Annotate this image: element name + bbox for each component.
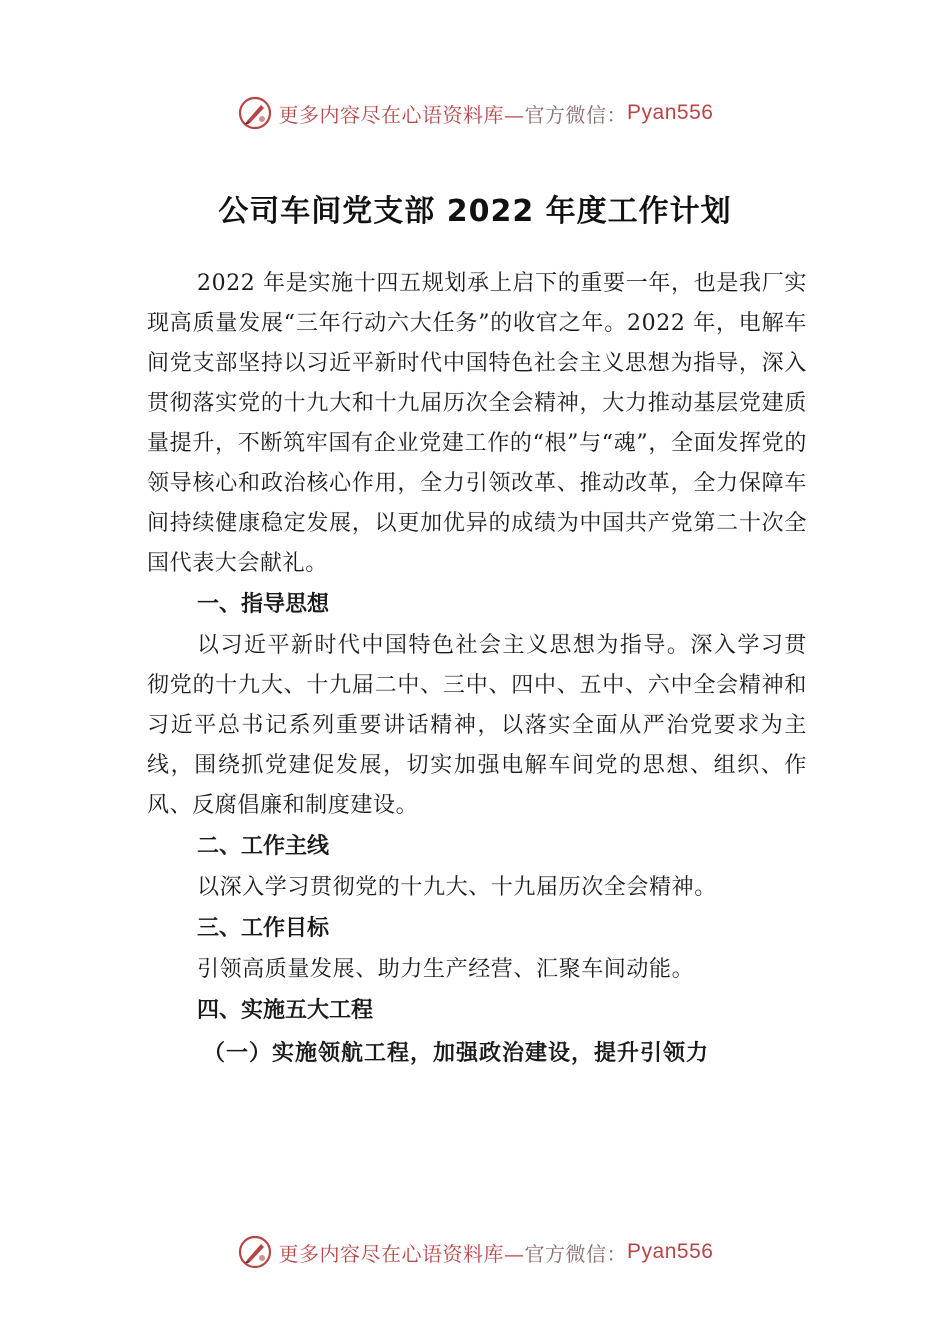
section-body-1: 以习近平新时代中国特色社会主义思想为指导。深入学习贯彻党的十九大、十九届二中、三中、四中、五中、六中全会精神和习近平总书记系列重要讲话精神，以落实全面从严治党要求为主线，围绕抓党建促发展，切实加强电解车间党的思想、组织、作风、反腐倡廉和制度建设。	[147, 633, 807, 818]
watermark-wx-label: 官方微信：	[524, 1241, 628, 1266]
section-body-3: 引领高质量发展、助力生产经营、汇聚车间动能。	[197, 957, 695, 982]
section-heading-3: 三、工作目标	[197, 916, 330, 941]
watermark-wx-label: 官方微信：	[524, 102, 628, 127]
section-heading-2: 二、工作主线	[197, 834, 330, 859]
section-body-2: 以深入学习贯彻党的十九大、十九届历次全会精神。	[197, 875, 717, 900]
brush-logo-icon	[237, 1234, 273, 1270]
intro-paragraph: 2022 年是实施十四五规划承上启下的重要一年，也是我厂实现高质量发展“三年行动六大任务”的收官之年。2022 年，电解车间党支部坚持以习近平新时代中国特色社会主义思想为指导，深入贯彻落实党的十九大和十九届历次全会精神，大力推动基层党建质量提升，不断筑牢国有企业党建工作的“根”与“魂”，全面发挥党的领导核心和政治核心作用，全力引领改革、推动改革，全力保障车间持续健康稳定发展，以更加优异的成绩为中国共产党第二十次全国代表大会献礼。	[147, 271, 807, 576]
watermark-wx-id: Pyan556	[627, 101, 714, 124]
watermark-header	[0, 93, 950, 133]
brush-logo-icon	[237, 95, 273, 131]
section-subheading-4-1: （一）实施领航工程，加强政治建设，提升引领力	[203, 1040, 710, 1066]
document-body	[147, 264, 807, 1074]
watermark-footer	[0, 1232, 950, 1272]
section-heading-1: 一、指导思想	[197, 592, 330, 617]
watermark-wx-id: Pyan556	[627, 1240, 714, 1263]
section-heading-4: 四、实施五大工程	[197, 998, 374, 1023]
document-title: 公司车间党支部 2022 年度工作计划	[218, 194, 732, 229]
watermark-text: 更多内容尽在心语资料库—	[278, 102, 525, 127]
watermark-text: 更多内容尽在心语资料库—	[278, 1241, 525, 1266]
